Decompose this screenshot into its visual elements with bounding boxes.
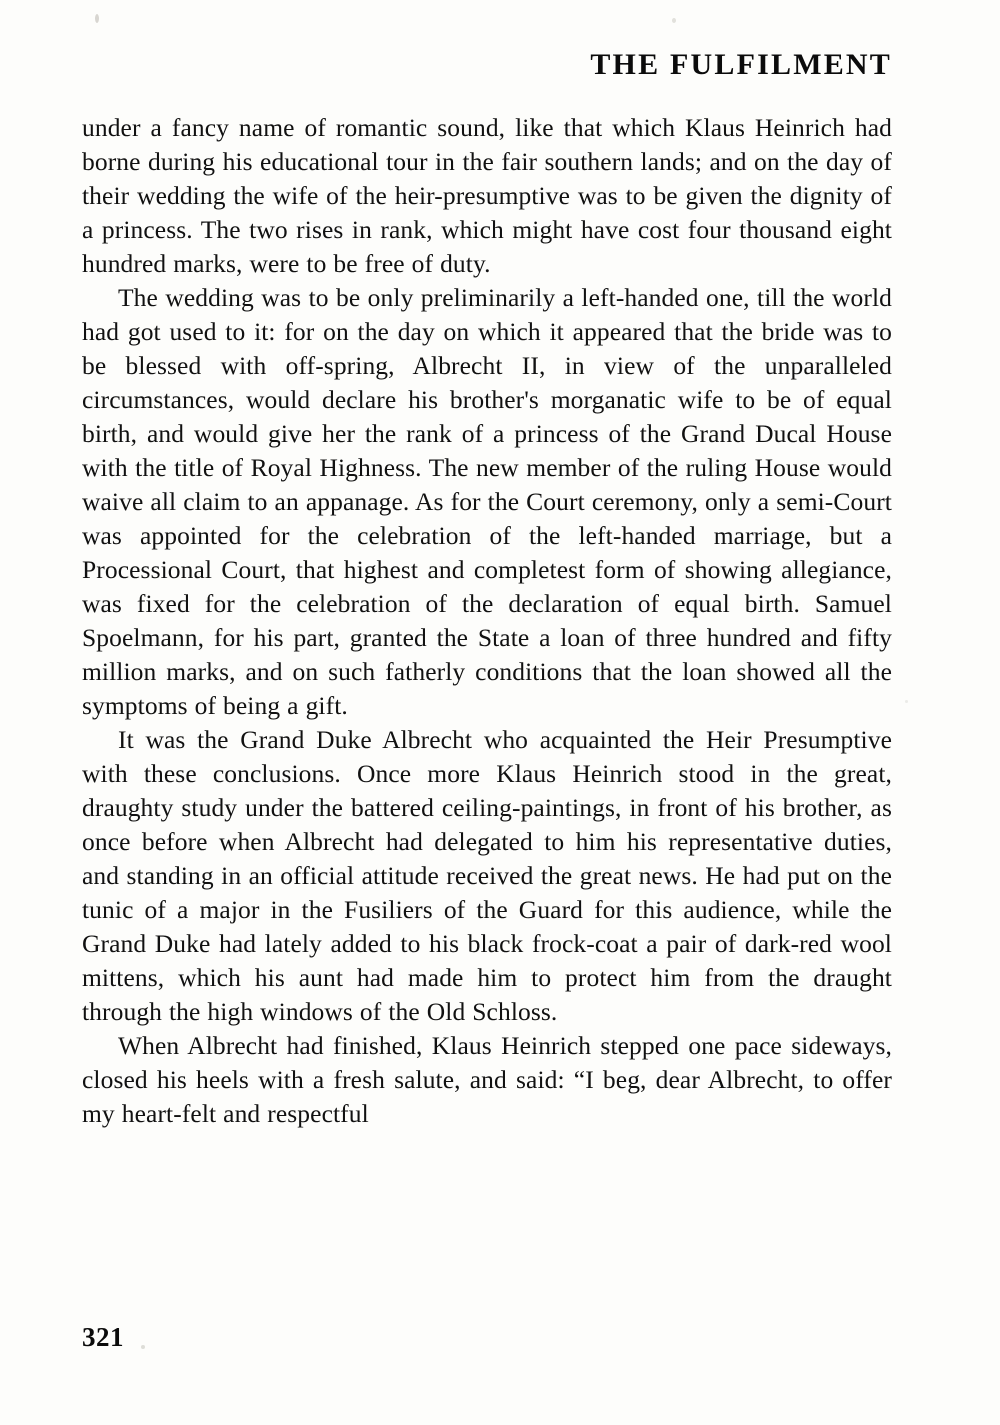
running-head: THE FULFILMENT bbox=[590, 48, 892, 81]
scan-speck-icon bbox=[905, 700, 908, 703]
scan-speck-icon bbox=[95, 14, 99, 23]
paragraph: When Albrecht had finished, Klaus Heinrich stepped one pace sideways, closed his heels with a fresh salute, and said: “I beg, dear Albrecht, to offer my heart-felt and respectful bbox=[82, 1031, 892, 1128]
paragraph: The wedding was to be only preliminarily a left-handed one, till the world had got used to it: for on the day on which it appeared that the bride was to be blessed with off-spring, Albrecht II, in view of the unparalleled circumstances, would declare his brother's morganatic wife to be of equal birth, and would give her the rank of a princess of the Grand Ducal House with the title of Royal Highness. The new member of the ruling House would waive all claim to an appanage. As for the Court ceremony, only a semi-Court was appointed for the celebration of the left-handed marriage, but a Processional Court, that highest and completest form of showing allegiance, was fixed for the celebration of the declaration of equal birth. Samuel Spoelmann, for his part, granted the State a loan of three hundred and fifty million marks, and on such fatherly conditions that the loan showed all the symptoms of being a gift. bbox=[82, 283, 892, 720]
page-content bbox=[82, 48, 892, 1131]
scan-speck-icon bbox=[672, 18, 676, 23]
paragraph: It was the Grand Duke Albrecht who acquainted the Heir Presumptive with these conclusions. Once more Klaus Heinrich stood in the great, draughty study under the battered ceiling-paintings, in front of his brother, as once before when Albrecht had delegated to him his representative duties, and standing in an official attitude received the great news. He had put on the tunic of a major in the Fusiliers of the Guard for this audience, while the Grand Duke had lately added to his black frock-coat a pair of dark-red wool mittens, which his aunt had made him to protect him from the draught through the high windows of the Old Schloss. bbox=[82, 725, 892, 1026]
body-text bbox=[82, 111, 892, 1131]
page-number: 321 bbox=[82, 1322, 124, 1352]
scan-speck-icon bbox=[141, 1345, 145, 1349]
paragraph: under a fancy name of romantic sound, like that which Klaus Heinrich had borne during his educational tour in the fair southern lands; and on the day of their wedding the wife of the heir-presumptive was to be given the dignity of a princess. The two rises in rank, which might have cost four thousand eight hundred marks, were to be free of duty. bbox=[82, 113, 892, 278]
